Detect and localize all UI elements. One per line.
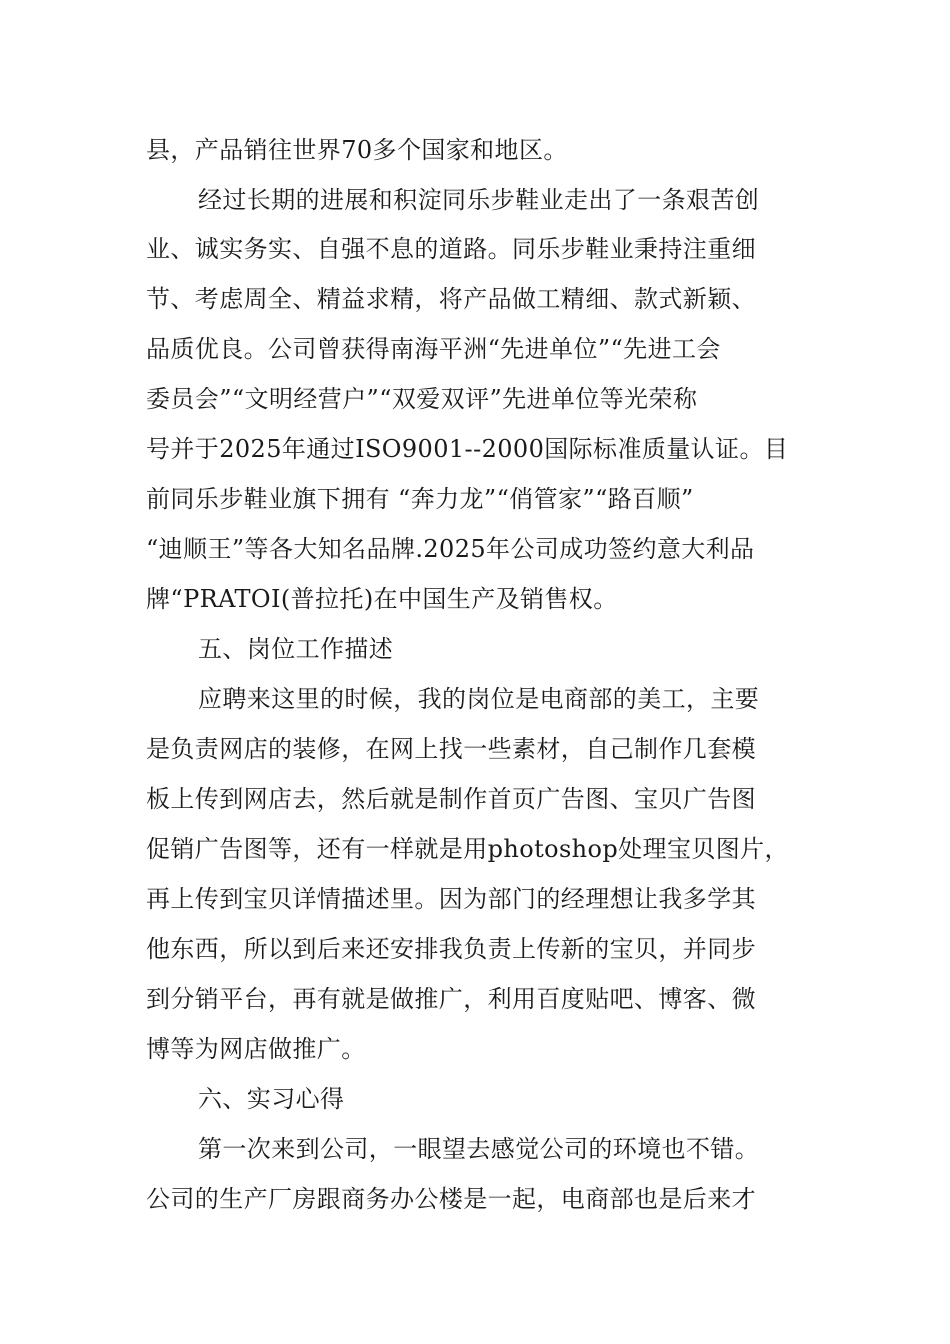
text-line: 博等为网店做推广。 [146,1035,366,1063]
text-line: 委员会”“文明经营户”“双爱双评”先进单位等光荣称 [146,385,698,413]
text-line: 促销广告图等，还有一样就是用photoshop处理宝贝图片， [146,835,789,863]
text-line: 再上传到宝贝详情描述里。因为部门的经理想让我多学其 [146,885,756,913]
paragraph-first-line: 第一次来到公司，一眼望去感觉公司的环境也不错。 [198,1135,760,1163]
text-line: 到分销平台，再有就是做推广，利用百度贴吧、博客、微 [146,985,756,1013]
section-heading: 五、岗位工作描述 [198,635,394,663]
text-line: 是负责网店的装修，在网上找一些素材，自己制作几套模 [146,735,756,763]
text-line: 品质优良。公司曾获得南海平洲“先进单位”“先进工会 [146,335,721,363]
text-line: 县，产品销往世界70多个国家和地区。 [146,136,568,164]
paragraph-first-line: 经过长期的进展和积淀同乐步鞋业走出了一条艰苦创 [198,186,760,214]
text-line: 号并于2025年通过ISO9001--2000国际标准质量认证。目 [146,435,789,463]
paragraph-first-line: 应聘来这里的时候，我的岗位是电商部的美工，主要 [198,685,760,713]
text-line: 板上传到网店去，然后就是制作首页广告图、宝贝广告图 [146,785,756,813]
text-line: 节、考虑周全、精益求精，将产品做工精细、款式新颖、 [146,285,756,313]
text-line: 前同乐步鞋业旗下拥有 “奔力龙”“俏管家”“路百顺” [146,485,694,513]
section-heading: 六、实习心得 [198,1085,345,1113]
text-line: “迪顺王”等各大知名品牌.2025年公司成功签约意大利品 [146,535,755,563]
text-line: 公司的生产厂房跟商务办公楼是一起，电商部也是后来才 [146,1185,756,1213]
text-line: 业、诚实务实、自强不息的道路。同乐步鞋业秉持注重细 [146,235,756,263]
text-line: 他东西，所以到后来还安排我负责上传新的宝贝，并同步 [146,935,756,963]
text-line: 牌“PRATOI(普拉托)在中国生产及销售权。 [146,585,618,613]
